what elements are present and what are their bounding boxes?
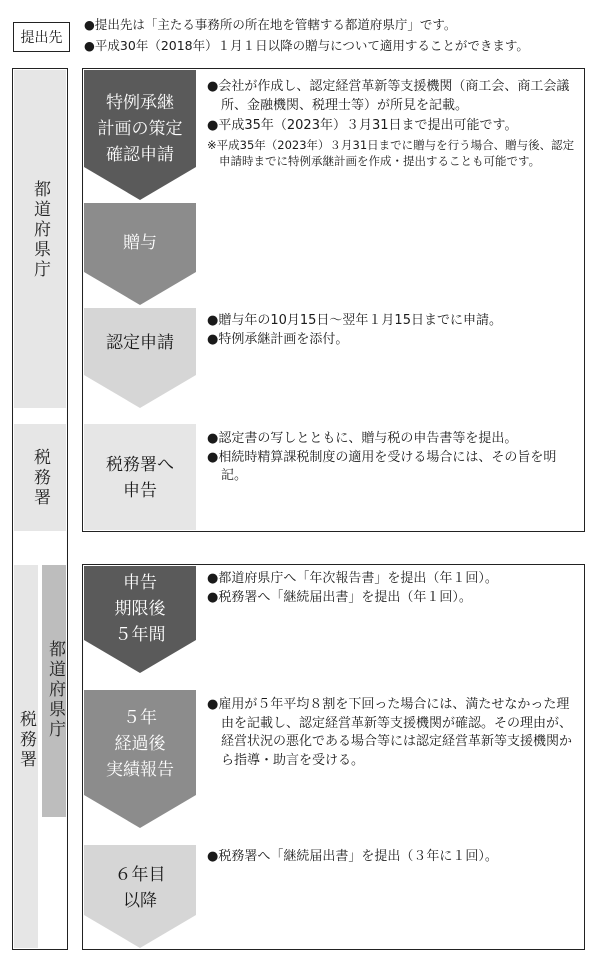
note-text: ●雇用が５年平均８割を下回った場合には、満たせなかった理由を記載し、認定経営革新等支援機関が確認。その理由が、経営状況の悪化である場合等には認定経営革新等支援機関から指導・助言を受ける。 — [207, 697, 573, 768]
notes-certification — [207, 312, 575, 349]
top-note-1: ●提出先は「主たる事務所の所在地を管轄する都道府県庁」です。 — [84, 17, 457, 32]
notes-five-years — [207, 570, 575, 607]
step-label-performance-report: ５年 経過後 実績報告 — [106, 708, 174, 780]
notes-sixth-year — [207, 848, 575, 867]
note-text: ●認定書の写しとともに、贈与税の申告書等を提出。 — [207, 431, 518, 446]
step-label-tax-return: 税務署へ 申告 — [106, 455, 174, 501]
note-text: ●特例承継計画を添付。 — [207, 331, 349, 347]
note-text: ●税務署へ「継続届出書」を提出（年１回）。 — [207, 589, 472, 605]
tax-office-label-1: 税務署 — [30, 448, 50, 508]
note-text: ●相続時精算課税制度の適用を受ける場合には、その旨を明記。 — [207, 449, 557, 483]
step-label-plan-confirmation: 特例承継 計画の策定 確認申請 — [97, 93, 183, 165]
notes-plan-confirmation — [207, 78, 575, 169]
top-note-2: ●平成30年（2018年）１月１日以降の贈与について適用することができます。 — [84, 38, 529, 53]
submit-destination-label: 提出先 — [13, 22, 70, 52]
step-arrow-certification — [84, 308, 196, 408]
prefecture-label-2: 都道府県庁 — [45, 640, 65, 740]
note-text: ●会社が作成し、認定経営革新等支援機関（商工会、商工会議所、金融機関、税理士等）が所見を記載。 — [207, 79, 570, 113]
notes-performance-report — [207, 696, 575, 770]
note-text: ●都道府県庁へ「年次報告書」を提出（年１回）。 — [207, 571, 498, 586]
prefecture-label-1: 都道府県庁 — [30, 180, 50, 280]
note-subnote: ※平成35年（2023年）３月31日までに贈与を行う場合、贈与後、認定申請時までに特例承継計画を作成・提出することも可能です。 — [207, 137, 575, 168]
note-text: ●平成35年（2023年）３月31日まで提出可能です。 — [207, 118, 518, 133]
step-label-certification: 認定申請 — [106, 333, 174, 353]
step-label-sixth-year: ６年目 以降 — [114, 865, 166, 911]
note-text: ●贈与年の10月15日～翌年１月15日までに申請。 — [207, 313, 502, 328]
step-label-gift: 贈与 — [123, 233, 157, 253]
notes-tax-return — [207, 430, 575, 486]
tax-office-label-2: 税務署 — [16, 710, 36, 770]
step-label-five-years: 申告 期限後 ５年間 — [114, 573, 166, 645]
note-text: ●税務署へ「継続届出書」を提出（３年に１回）。 — [207, 849, 498, 864]
